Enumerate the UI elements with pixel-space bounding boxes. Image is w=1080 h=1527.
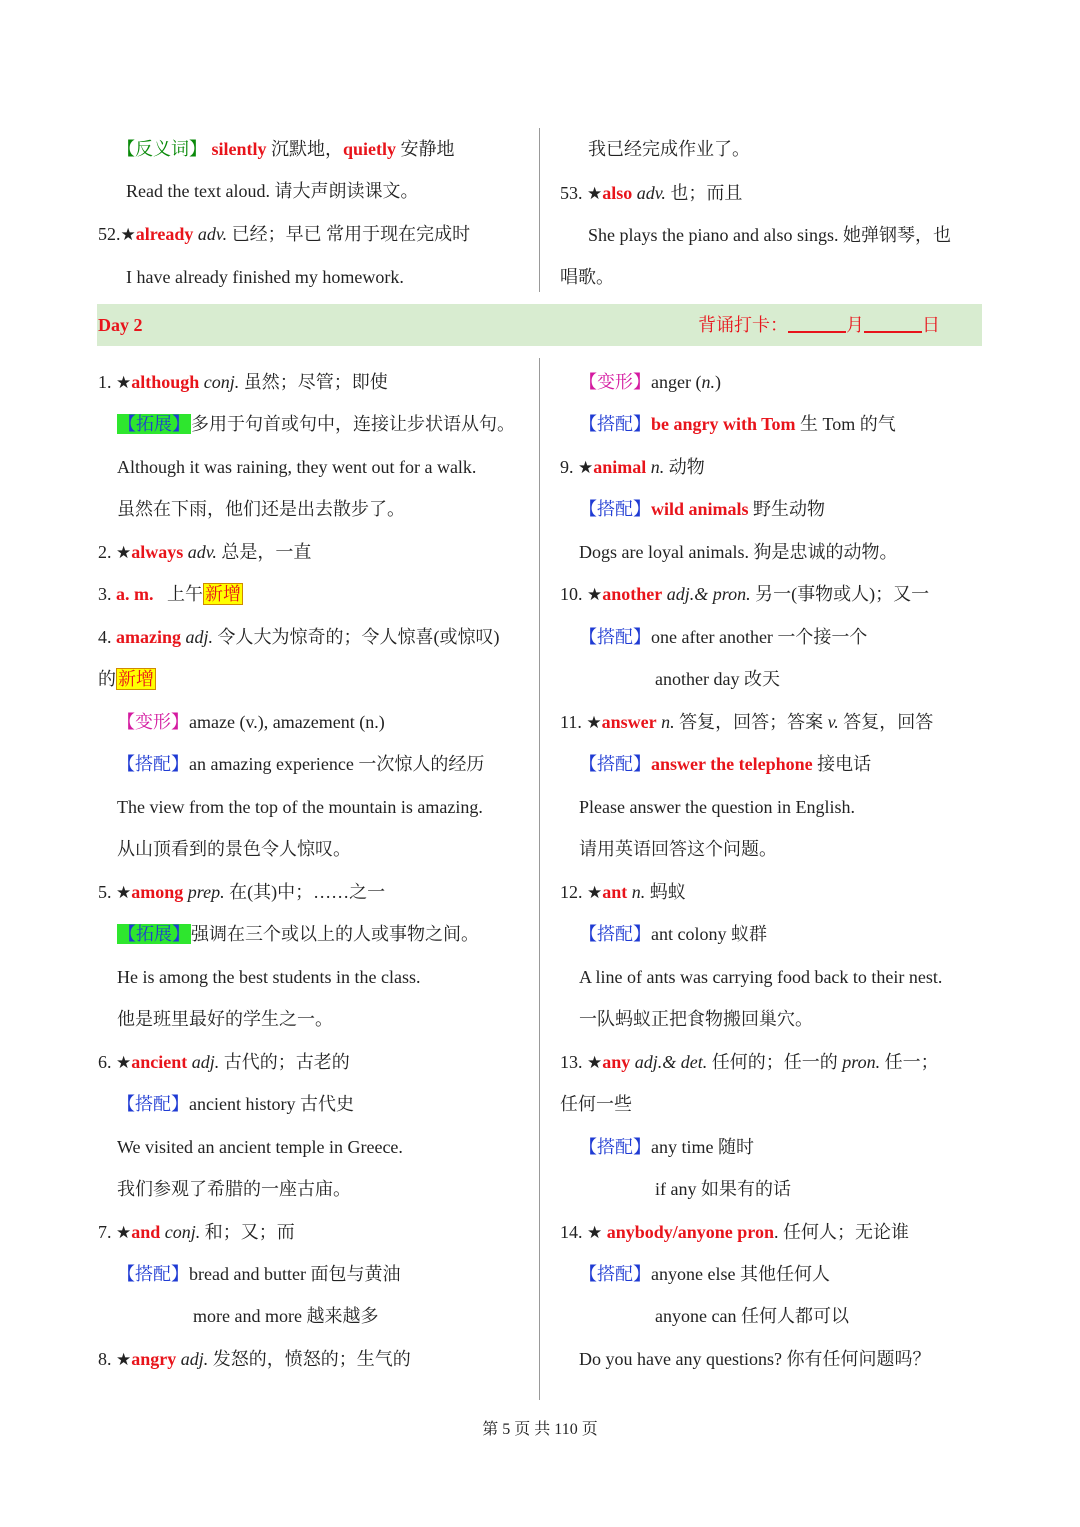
collocation-tag: 【搭配】: [579, 924, 651, 944]
definition: 上午: [167, 584, 203, 604]
new-badge: 新增: [118, 669, 154, 689]
entry-3: 3. a. m. 上午 新增: [98, 584, 241, 604]
definition: 也；而且: [670, 183, 743, 203]
collocation-text: be angry with Tom: [651, 414, 796, 434]
headword: anybody/anyone pron: [606, 1222, 774, 1242]
collocation-text: answer the telephone: [651, 754, 813, 774]
entry-6: 6. ★ancient adj. 古代的；古老的: [98, 1052, 350, 1073]
star-icon: ★: [578, 458, 594, 478]
headword: amazing: [116, 627, 181, 647]
meaning: 安静地: [400, 139, 455, 159]
part-of-speech: adj.: [180, 1349, 209, 1369]
star-icon: ★: [116, 1223, 132, 1243]
star-icon: ★: [587, 184, 603, 204]
part-of-speech: adv.: [197, 224, 228, 244]
collocation-text: anyone else 其他任何人: [651, 1264, 830, 1284]
star-icon: ★: [116, 1053, 132, 1073]
definition: 令人大为惊奇的；令人惊喜(或惊叹): [217, 627, 500, 647]
day-blank[interactable]: [864, 313, 922, 333]
entry-12: 12. ★ant n. 蚂蚁: [560, 882, 686, 903]
example-sentence: I have already finished my homework.: [126, 267, 404, 287]
entry-8: 8. ★angry adj. 发怒的，愤怒的；生气的: [98, 1349, 411, 1370]
column-divider: [539, 358, 540, 1400]
antonym-tag: 【反义词】: [117, 139, 207, 159]
definition: 古代的；古老的: [223, 1052, 350, 1072]
star-icon: ★: [587, 883, 603, 903]
entry-5: 5. ★among prep. 在(其)中；……之一: [98, 882, 386, 903]
entry-4: 4. amazing adj. 令人大为惊奇的；令人惊喜(或惊叹): [98, 627, 500, 647]
star-icon: ★: [587, 1223, 603, 1243]
definition: 和；又；而: [204, 1222, 295, 1242]
collocation-line: [117, 751, 484, 777]
entry-2: 2. ★always adv. 总是，一直: [98, 542, 312, 563]
entry-13: 13. ★any adj.& det. 任何的；任一的 pron. 任一；: [560, 1052, 939, 1073]
entry-number: 53.: [560, 183, 583, 203]
definition: 在(其)中；……之一: [229, 882, 386, 902]
collocation-tag: 【搭配】: [117, 1094, 189, 1114]
headword: already: [135, 224, 194, 244]
example-sentence: A line of ants was carrying food back to their nest.: [579, 967, 943, 987]
part-of-speech: n.: [661, 712, 675, 732]
example-sentence-cont: 唱歌。: [560, 267, 614, 287]
variant-line: [117, 709, 385, 735]
headword: a. m.: [116, 584, 154, 604]
headword: another: [602, 584, 663, 604]
definition: 总是，一直: [221, 542, 312, 562]
entry-antonym-line: [117, 136, 455, 162]
part-of-speech: adj.& pron.: [666, 584, 751, 604]
collocation-line: anyone can 任何人都可以: [655, 1306, 849, 1326]
column-divider-top: [539, 128, 540, 292]
extension-line: [117, 921, 479, 947]
star-icon: ★: [116, 373, 132, 393]
headword: animal: [593, 457, 647, 477]
part-of-speech: adj.& det.: [634, 1052, 708, 1072]
example-sentence: We visited an ancient temple in Greece.: [117, 1137, 403, 1157]
entry-4-cont: 的 新增: [98, 669, 154, 689]
definition: 另一(事物或人)；又一: [755, 584, 930, 604]
collocation-tag: 【搭配】: [579, 1264, 651, 1284]
example-translation: 从山顶看到的景色令人惊叹。: [117, 839, 351, 859]
star-icon: ★: [116, 543, 132, 563]
collocation-line: 【搭配】answer the telephone 接电话: [579, 754, 872, 774]
definition: 发怒的，愤怒的；生气的: [212, 1349, 411, 1369]
star-icon: ★: [116, 1350, 132, 1370]
definition: 任一；: [884, 1052, 939, 1072]
entry-10: 10. ★another adj.& pron. 另一(事物或人)；又一: [560, 584, 930, 605]
entry-53: [560, 180, 742, 207]
collocation-text: ant colony 蚁群: [651, 924, 767, 944]
example-translation: 他是班里最好的学生之一。: [117, 1009, 333, 1029]
entry-number: 52.: [98, 224, 121, 244]
extension-tag: 【拓展】: [118, 924, 190, 944]
variant-text: amaze (v.), amazement (n.): [189, 712, 385, 732]
extension-tag: 【拓展】: [118, 414, 190, 434]
collocation-text: ancient history 古代史: [189, 1094, 354, 1114]
part-of-speech: prep.: [187, 882, 225, 902]
collocation-tag: 【搭配】: [579, 754, 651, 774]
variant-line: 【变形】anger (n.): [579, 372, 721, 392]
part-of-speech: conj.: [164, 1222, 201, 1242]
example-translation: 一队蚂蚁正把食物搬回巢穴。: [579, 1009, 813, 1029]
collocation-tag: 【搭配】: [117, 1264, 189, 1284]
star-icon: ★: [120, 225, 136, 245]
collocation-line: more and more 越来越多: [193, 1306, 379, 1326]
collocation-text: one after another 一个接一个: [651, 627, 868, 647]
definition: 已经；早已 常用于现在完成时: [231, 224, 471, 244]
day-label: 日: [922, 315, 940, 335]
collocation-line: if any 如果有的话: [655, 1179, 791, 1199]
entry-7: 7. ★and conj. 和；又；而: [98, 1222, 295, 1243]
star-icon: ★: [587, 1053, 603, 1073]
day-title: Day 2: [98, 315, 143, 335]
part-of-speech: v.: [827, 712, 839, 732]
headword: also: [602, 183, 633, 203]
part-of-speech: conj.: [203, 372, 240, 392]
part-of-speech: adv.: [636, 183, 666, 203]
entry-9: 9. ★animal n. 动物: [560, 457, 705, 478]
collocation-tag: 【搭配】: [117, 754, 189, 774]
collocation-text: an amazing experience 一次惊人的经历: [189, 754, 485, 774]
example-translation: 我们参观了希腊的一座古庙。: [117, 1179, 351, 1199]
collocation-line: another day 改天: [655, 669, 780, 689]
collocation-line: 【搭配】wild animals 野生动物: [579, 499, 826, 519]
month-label: 月: [846, 315, 864, 335]
part-of-speech: pron.: [842, 1052, 881, 1072]
new-badge: 新增: [205, 584, 241, 604]
collocation-text: bread and butter 面包与黄油: [189, 1264, 401, 1284]
star-icon: ★: [587, 585, 603, 605]
example-sentence: Do you have any questions? 你有任何问题吗？: [579, 1349, 931, 1369]
entry-11: 11. ★answer n. 答复，回答；答案 v. 答复，回答: [560, 712, 934, 733]
collocation-tag: 【搭配】: [579, 627, 651, 647]
word: silently: [211, 139, 267, 159]
entry-13-cont: 任何一些: [560, 1094, 632, 1114]
extension-line: [117, 411, 515, 437]
example-sentence: He is among the best students in the class.: [117, 967, 421, 987]
definition: 动物: [668, 457, 705, 477]
variant-tag: 【变形】: [117, 712, 189, 732]
definition: 虽然；尽管；即使: [243, 372, 388, 392]
collocation-tag: 【搭配】: [579, 1137, 651, 1157]
check-label: 背诵打卡：: [698, 315, 788, 335]
part-of-speech: adj.: [185, 627, 214, 647]
extension-text: 强调在三个或以上的人或事物之间。: [191, 924, 479, 944]
collocation-line: [579, 921, 767, 947]
example-sentence: She plays the piano and also sings. 她弹钢琴，也: [588, 225, 951, 245]
definition: 蚂蚁: [649, 882, 686, 902]
example-sentence: The view from the top of the mountain is amazing.: [117, 797, 483, 817]
example-sentence: Dogs are loyal animals. 狗是忠诚的动物。: [579, 542, 898, 562]
star-icon: ★: [116, 883, 132, 903]
collocation-line: [117, 1091, 354, 1117]
recitation-check: [698, 312, 940, 338]
example-sentence: Although it was raining, they went out for a walk.: [117, 457, 477, 477]
word: quietly: [343, 139, 397, 159]
star-icon: ★: [586, 713, 602, 733]
headword: angry: [131, 1349, 177, 1369]
headword: ancient: [131, 1052, 188, 1072]
collocation-line: [579, 624, 867, 650]
collocation-line: [117, 1261, 400, 1287]
part-of-speech: n.: [650, 457, 665, 477]
part-of-speech: n.: [631, 882, 646, 902]
headword: although: [131, 372, 200, 392]
definition: 答复，回答；答案: [679, 712, 824, 732]
headword: among: [131, 882, 184, 902]
collocation-tag: 【搭配】: [579, 414, 651, 434]
headword: always: [131, 542, 184, 562]
headword: any: [602, 1052, 631, 1072]
extension-text: 多用于句首或句中，连接让步状语从句。: [191, 414, 515, 434]
collocation-line: [579, 1134, 754, 1160]
example-translation: 虽然在下雨，他们还是出去散步了。: [117, 499, 405, 519]
headword: ant: [602, 882, 628, 902]
definition: . 任何人；无论谁: [773, 1222, 909, 1242]
variant-tag: 【变形】: [579, 372, 651, 392]
example-sentence: Read the text aloud. 请大声朗读课文。: [126, 181, 419, 201]
meaning: 沉默地，: [271, 139, 344, 159]
headword: answer: [601, 712, 657, 732]
example-sentence: Please answer the question in English.: [579, 797, 855, 817]
part-of-speech: adv.: [187, 542, 217, 562]
collocation-tag: 【搭配】: [579, 499, 651, 519]
example-translation: 我已经完成作业了。: [588, 139, 750, 159]
example-translation: 请用英语回答这个问题。: [579, 839, 777, 859]
month-blank[interactable]: [788, 313, 846, 333]
entry-1: 1. ★although conj. 虽然；尽管；即使: [98, 372, 388, 393]
definition: 任何的；任一的: [711, 1052, 838, 1072]
part-of-speech: adj.: [191, 1052, 220, 1072]
collocation-text: any time 随时: [651, 1137, 754, 1157]
definition: 答复，回答: [843, 712, 934, 732]
collocation-line: [579, 1261, 830, 1287]
collocation-text: wild animals: [651, 499, 749, 519]
collocation-line: 【搭配】be angry with Tom 生 Tom 的气: [579, 414, 896, 434]
entry-52: [98, 221, 470, 248]
entry-14: 14. ★ anybody/anyone pron. 任何人；无论谁: [560, 1222, 909, 1243]
headword: and: [131, 1222, 161, 1242]
page-footer: 第 5 页 共 110 页: [482, 1421, 598, 1438]
